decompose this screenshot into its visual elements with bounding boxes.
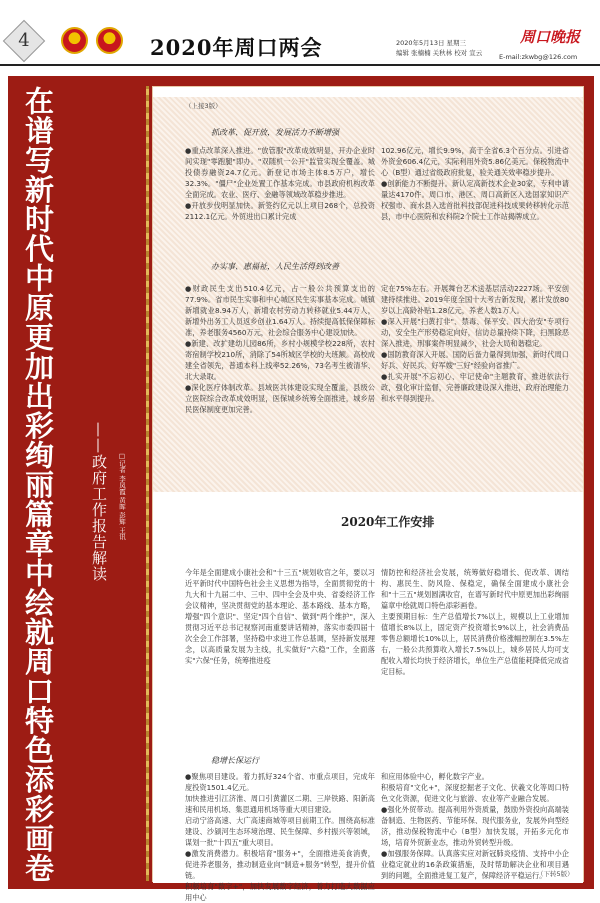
section-column-left	[185, 771, 375, 902]
section-column-right	[381, 567, 569, 747]
party-emblem-icon	[61, 27, 88, 54]
national-emblem-icon	[96, 27, 123, 54]
issue-date: 2020年5月13日 星期三	[396, 39, 467, 47]
column-title: 2020年周口两会	[150, 35, 323, 60]
subtitle: ——政府工作报告解读	[90, 422, 108, 582]
paragraph: 情防控和经济社会发展，统筹做好稳增长、促改革、调结构、惠民生、防风险、保稳定，确保全面建成小康社会和"十三五"规划圆满收官，在谱写新时代中原更加出彩绚丽篇章中绘就周口特色添彩画卷。	[381, 568, 569, 610]
section-column-left	[185, 283, 375, 488]
section-column-left	[185, 145, 375, 222]
paragraph: 定在75%左右。开展舞台艺术送基层活动2227场。平安创建持续推进。2019年度全国十大考古新发现，累计发放80岁以上高龄补贴1.28亿元，养老人数1万人。	[381, 284, 569, 315]
paper-email: E-mail:zkwbg@126.com	[499, 53, 578, 61]
section-column-left	[185, 567, 375, 747]
paragraph: 积极培育"数字+"，加快发展数字经济，着力打造大数据应用中心	[185, 882, 375, 902]
article-panel	[152, 86, 584, 902]
section-heading: 抓改革、促开放，发展活力不断增强	[211, 128, 339, 137]
page-number: 4	[18, 30, 30, 51]
paragraph: 102.96亿元，增长9.9%，高于全省6.3个百分点。引进省外资金606.4亿元，实际利用外资5.86亿美元。保税物流中心（B型）通过省级政府批复，验关通关效率稳步提升。	[381, 146, 569, 177]
paragraph: ●国防教育深入开展。国防后备力量得到加强，新时代周口好兵、好民兵、好军嫂"三好"经验向省推广。	[381, 350, 569, 370]
paragraph: ●创新能力不断提升。新认定高新技术企业30家，专利申请量达4170件。周口市、港区、周口高新区入选国家知识产权强市、商水县入选首批科技部促进科技成果转移转化示范县，市中心医院和农科院2个院士工作站揭牌成立。	[381, 179, 569, 221]
continued-from: （上接3版）	[185, 102, 222, 110]
paragraph: ●重点改革深入推进。"放管服"改革成效明显，开办企业时间实现"零跑腿"即办。"双随机一公开"监管实现全覆盖。城投债券融资24.7亿元。新登记市场主体8.5万户，增长32.3%。"僵尸"企业处置工作基本完成。市县政府机构改革全面完成。农业、医疗、金融等领域改革稳步推进。	[185, 146, 375, 199]
paragraph: ●聚焦项目建设。着力抓好324个省、市重点项目，完成年度投资1501.4亿元。	[185, 772, 375, 792]
paragraph: 积极培育"文化+"，深度挖掘老子文化、伏羲文化等周口特色文化资源，促进文化与旅游、农业等产业融合发展。	[381, 783, 569, 803]
paragraph: 今年是全面建成小康社会和"十三五"规划收官之年，要以习近平新时代中国特色社会主义思想为指导，全面贯彻党的十九大和十九届二中、三中、四中全会及中央、省委经济工作会议精神，坚决贯彻党的基本理论、基本路线、基本方略，增强"四个意识"、坚定"四个自信"、做到"两个维护"，深入贯彻习近平总书记视察河南重要讲话精神，落实市委四届十次全会工作部署，坚持稳中求进工作总基调，坚持新发展理念，以高质量发展为主线，扎实做好"六稳"工作，全面落实"六保"任务，统筹推进疫	[185, 568, 375, 665]
continued-to: （下转5版）	[537, 870, 574, 878]
byline: □记者 李凤霞 黄晖 彭辉 王讯	[118, 452, 126, 540]
paragraph: ●深化医疗体制改革。县域医共体建设实现全覆盖，县级公立医院综合改革成效明显，医保城乡统筹全面推进，城乡居民医保制度更加完善。	[185, 383, 375, 414]
section-title: 2020年工作安排	[341, 515, 435, 529]
paragraph: 启动宁洛高速、大广高速商城等项目前期工作。围绕高标准建设、沙颍河生态环境治理、民生保障、乡村振兴等领域，谋划一批"十四五"重大项目。	[185, 816, 375, 847]
section-column-right	[381, 145, 569, 222]
masthead	[0, 0, 600, 66]
paragraph: 主要预期目标：生产总值增长7%以上，规模以上工业增加值增长8%以上，固定资产投资增长9%以上，社会消费品零售总额增长10%以上，居民消费价格涨幅控制在3.5%左右，一般公共预算收入增长7.5%以上，城乡居民人均可支配收入增长均快于经济增长，单位生产总值能耗降低完成省定目标。	[381, 612, 569, 676]
paragraph: ●深入开展"扫黄打非"、禁毒、保平安、四大治安"专项行动，安全生产形势稳定向好，信访总量持续下降，扫黑除恶深入推进，刑事案件明显减少，社会大局和谐稳定。	[381, 317, 569, 348]
paragraph: ●扎实开展"不忘初心、牢记使命"主题教育，推进依法行政，强化审计监督，完善廉政建设深入推进，政府治理能力和水平得到提升。	[381, 372, 569, 403]
section-heading: 稳增长保运行	[211, 756, 259, 765]
issue-info	[396, 39, 482, 58]
headline: 在谱写新时代中原更加出彩绚丽篇章中绘就周口特色添彩画卷	[21, 86, 55, 883]
page-number-badge	[3, 20, 45, 62]
section-column-right	[381, 283, 569, 488]
paper-logo: 周口晚报	[520, 28, 581, 46]
masthead-rule	[0, 64, 600, 66]
section-heading: 办实事、惠福祉，人民生活得到改善	[211, 262, 339, 271]
paragraph: ●加强服务保障。认真落实应对新冠肺炎疫情、支持中小企业稳定就业的16条政策措施，及时帮助解决企业和项目遇到的问题，全面推进复工复产，保障经济平稳运行。	[381, 849, 569, 880]
paragraph: ●财政民生支出510.4亿元，占一般公共预算支出的77.9%。省市民生实事和中心城区民生实事基本完成。城镇新增就业8.94万人，新增农村劳动力转移就业5.44万人，新增外出务工人员返乡创业1.64万人。持续提高低保保障标准，养老服务4560万元，社会综合服务中心建设加快。	[185, 284, 375, 337]
paragraph: 加快推进引江济淮、周口引黄灌区二期、三岸铁路、阳新高速和民用机场、集思通用机场等重大项目建设。	[185, 794, 375, 814]
paragraph: 和应用体验中心，孵化数字产业。	[381, 772, 489, 781]
paragraph: ●激发消费潜力。积极培育"服务+"，全面推进美食消费，促进养老服务，推动制造业向"制造+服务"转型，提升价值链。	[185, 849, 375, 880]
paragraph: ●新建、改扩建幼儿园86所，乡村小规模学校228所，农村寄宿制学校210所，消除了54所城区学校的大班额。高校成建全省领先，普通本科上线率52.26%，73名考生被清华、北大录取。	[185, 339, 375, 381]
paragraph: ●开放步伐明显加快。新签约亿元以上项目268个，总投资2112.1亿元。外贸进出口累计完成	[185, 201, 375, 221]
editors-line: 编辑 张楠楠 关秋林 校对 宣云	[396, 48, 483, 57]
decorative-strip	[146, 86, 149, 881]
paragraph: ●强化外贸带动。提高利用外资质量，鼓励外资投向高端装备制造、生物医药、节能环保、现代服务业，发展外向型经济，推动保税物流中心（B型）加快发展，开拓多元化市场，培育外贸新业态，推动外贸转型升级。	[381, 805, 569, 847]
